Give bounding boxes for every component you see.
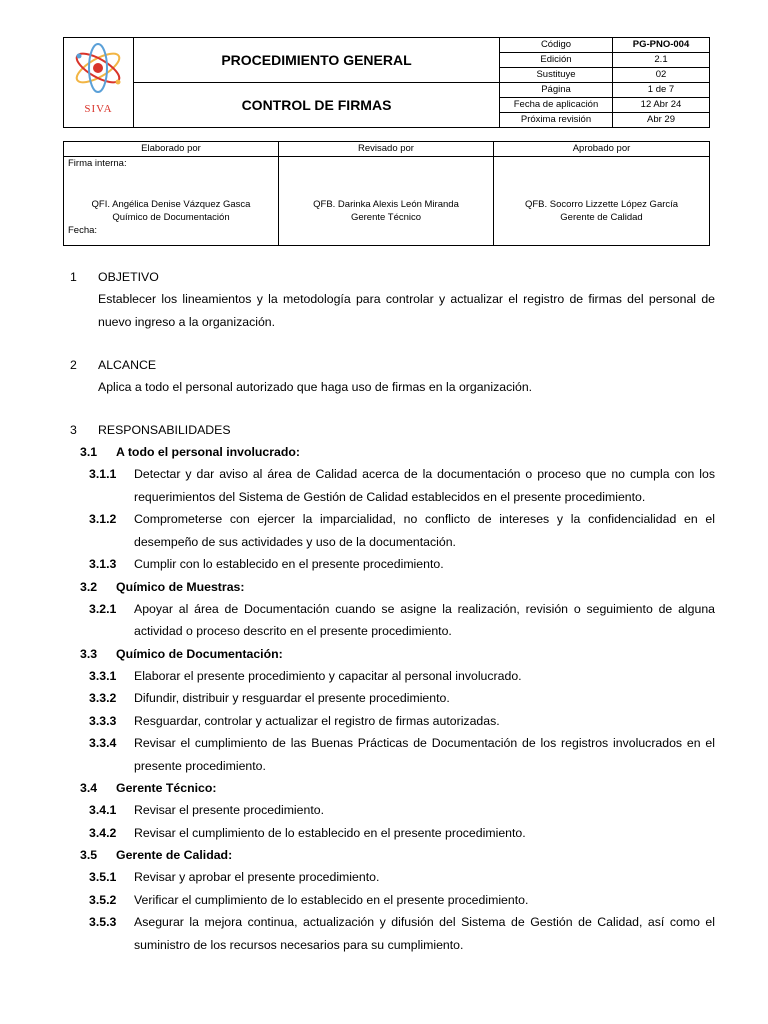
document-body bbox=[70, 266, 715, 956]
revisado-por-header: Revisado por bbox=[279, 142, 494, 157]
responsibility-item bbox=[89, 598, 715, 643]
item-number: 3.5.1 bbox=[89, 870, 117, 884]
item-number: 3.1.1 bbox=[89, 467, 117, 481]
item-number: 3.5.3 bbox=[89, 915, 117, 929]
item-text: Verificar el cumplimiento de lo establecido en el presente procedimiento. bbox=[134, 892, 529, 907]
item-number: 3.3.4 bbox=[89, 736, 117, 750]
responsibility-item bbox=[89, 889, 715, 912]
section-title: ALCANCE bbox=[98, 358, 157, 372]
meta-value-edicion: 2.1 bbox=[613, 53, 710, 68]
aprobado-por-header: Aprobado por bbox=[494, 142, 710, 157]
logo-cell bbox=[64, 38, 134, 128]
meta-label-sustituye: Sustituye bbox=[500, 68, 613, 83]
subsection-title: Gerente Técnico: bbox=[116, 781, 217, 795]
section-responsabilidades bbox=[70, 419, 715, 956]
section-number: 3 bbox=[70, 423, 77, 437]
item-text: Revisar el presente procedimiento. bbox=[134, 803, 325, 817]
subsection-heading bbox=[80, 844, 715, 866]
section-objetivo bbox=[70, 266, 715, 334]
meta-value-pagina: 1 de 7 bbox=[613, 83, 710, 98]
subsection-number: 3.4 bbox=[80, 781, 98, 795]
responsibility-item bbox=[89, 463, 715, 508]
document-type-title: PROCEDIMIENTO GENERAL bbox=[134, 38, 500, 83]
meta-value-sustituye: 02 bbox=[613, 68, 710, 83]
aprobado-por-cell bbox=[494, 157, 710, 246]
elaborado-name: QFI. Angélica Denise Vázquez Gasca bbox=[91, 199, 251, 210]
siva-logo-icon bbox=[68, 42, 130, 102]
item-text: Revisar el cumplimiento de lo establecido en el presente procedimiento. bbox=[134, 825, 526, 840]
item-text: Asegurar la mejora continua, actualización y difusión del Sistema de Gestión de Calidad, así como el suministro de los recursos necesarios para su cumplimiento. bbox=[134, 915, 715, 952]
responsibility-item bbox=[89, 732, 715, 777]
section-title: RESPONSABILIDADES bbox=[98, 423, 231, 437]
item-number: 3.3.3 bbox=[89, 713, 117, 728]
subsection-heading bbox=[80, 643, 715, 665]
subsection-heading bbox=[80, 441, 715, 463]
meta-label-fecha-aplicacion: Fecha de aplicación bbox=[500, 98, 613, 113]
item-number: 3.1.2 bbox=[89, 512, 117, 526]
item-text: Resguardar, controlar y actualizar el registro de firmas autorizadas. bbox=[134, 713, 500, 728]
meta-label-edicion: Edición bbox=[500, 53, 613, 68]
section-title: OBJETIVO bbox=[98, 270, 159, 284]
item-number: 3.1.3 bbox=[89, 557, 117, 571]
subsection-heading bbox=[80, 777, 715, 799]
elaborado-role: Químico de Documentación bbox=[112, 212, 230, 223]
item-text: Detectar y dar aviso al área de Calidad acerca de la documentación o proceso que no cumpla con los requerimientos del Sistema de Gestión de Calidad establecidos en el presente procedimiento. bbox=[134, 467, 715, 504]
item-number: 3.4.2 bbox=[89, 825, 117, 840]
responsibility-item bbox=[89, 799, 715, 822]
meta-value-codigo: PG-PNO-004 bbox=[613, 38, 710, 53]
revisado-role: Gerente Técnico bbox=[350, 212, 422, 223]
aprobado-name: QFB. Socorro Lizzette López García bbox=[524, 199, 679, 210]
responsibility-item bbox=[89, 508, 715, 553]
subsection-heading bbox=[80, 576, 715, 598]
section-alcance bbox=[70, 354, 715, 399]
item-text: Elaborar el presente procedimiento y capacitar al personal involucrado. bbox=[134, 668, 522, 683]
subsection-number: 3.2 bbox=[80, 579, 98, 594]
elaborado-por-cell bbox=[64, 157, 279, 246]
subsection-number: 3.5 bbox=[80, 848, 98, 862]
responsibility-item bbox=[89, 665, 715, 688]
signatures-table bbox=[63, 141, 710, 246]
subsection-title: Químico de Documentación: bbox=[116, 646, 283, 661]
document-title: CONTROL DE FIRMAS bbox=[134, 83, 500, 128]
subsection-number: 3.1 bbox=[80, 445, 98, 459]
responsibility-item bbox=[89, 866, 715, 889]
item-text: Revisar el cumplimiento de las Buenas Prácticas de Documentación de los registros involucrados en el presente procedimiento. bbox=[134, 736, 715, 773]
aprobado-role: Gerente de Calidad bbox=[560, 212, 643, 223]
item-text: Comprometerse con ejercer la imparcialidad, no conflicto de intereses y la confidencialidad en el desempeño de sus actividades y uso de la documentación. bbox=[134, 512, 715, 549]
item-text: Difundir, distribuir y resguardar el presente procedimiento. bbox=[134, 691, 450, 705]
item-number: 3.4.1 bbox=[89, 803, 117, 817]
subsection-title: A todo el personal involucrado: bbox=[116, 445, 301, 459]
meta-label-pagina: Página bbox=[500, 83, 613, 98]
section-number: 1 bbox=[70, 270, 77, 284]
subsection-title: Químico de Muestras: bbox=[116, 579, 245, 594]
revisado-name: QFB. Darinka Alexis León Miranda bbox=[313, 199, 459, 210]
section-number: 2 bbox=[70, 358, 77, 372]
item-number: 3.2.1 bbox=[89, 601, 117, 616]
responsibility-item bbox=[89, 687, 715, 710]
meta-label-codigo: Código bbox=[500, 38, 613, 53]
responsibilities-list bbox=[70, 441, 715, 956]
logo-text: SIVA bbox=[84, 103, 113, 115]
section-paragraph: Aplica a todo el personal autorizado que haga uso de firmas en la organización. bbox=[98, 380, 533, 394]
fecha-label: Fecha: bbox=[68, 225, 98, 236]
meta-value-proxima-revision: Abr 29 bbox=[613, 113, 710, 128]
subsection-title: Gerente de Calidad: bbox=[116, 848, 233, 862]
revisado-por-cell bbox=[279, 157, 494, 246]
responsibility-item bbox=[89, 710, 715, 733]
item-number: 3.5.2 bbox=[89, 892, 117, 907]
section-paragraph: Establecer los lineamientos y la metodología para controlar y actualizar el registro de firmas del personal de nuevo ingreso a la organización. bbox=[98, 292, 715, 329]
item-text: Cumplir con lo establecido en el presente procedimiento. bbox=[134, 557, 444, 571]
subsection-number: 3.3 bbox=[80, 646, 98, 661]
firma-interna-label: Firma interna: bbox=[68, 158, 127, 169]
meta-value-fecha-aplicacion: 12 Abr 24 bbox=[613, 98, 710, 113]
meta-label-proxima-revision: Próxima revisión bbox=[500, 113, 613, 128]
elaborado-por-header: Elaborado por bbox=[64, 142, 279, 157]
item-number: 3.3.2 bbox=[89, 691, 117, 705]
item-text: Apoyar al área de Documentación cuando se asigne la realización, revisión o seguimiento de alguna actividad o proceso descrito en el presente procedimiento. bbox=[134, 601, 715, 638]
item-text: Revisar y aprobar el presente procedimiento. bbox=[134, 870, 380, 884]
responsibility-item bbox=[89, 911, 715, 956]
item-number: 3.3.1 bbox=[89, 668, 117, 683]
document-header-table bbox=[63, 37, 710, 128]
responsibility-item bbox=[89, 553, 715, 576]
responsibility-item bbox=[89, 822, 715, 845]
